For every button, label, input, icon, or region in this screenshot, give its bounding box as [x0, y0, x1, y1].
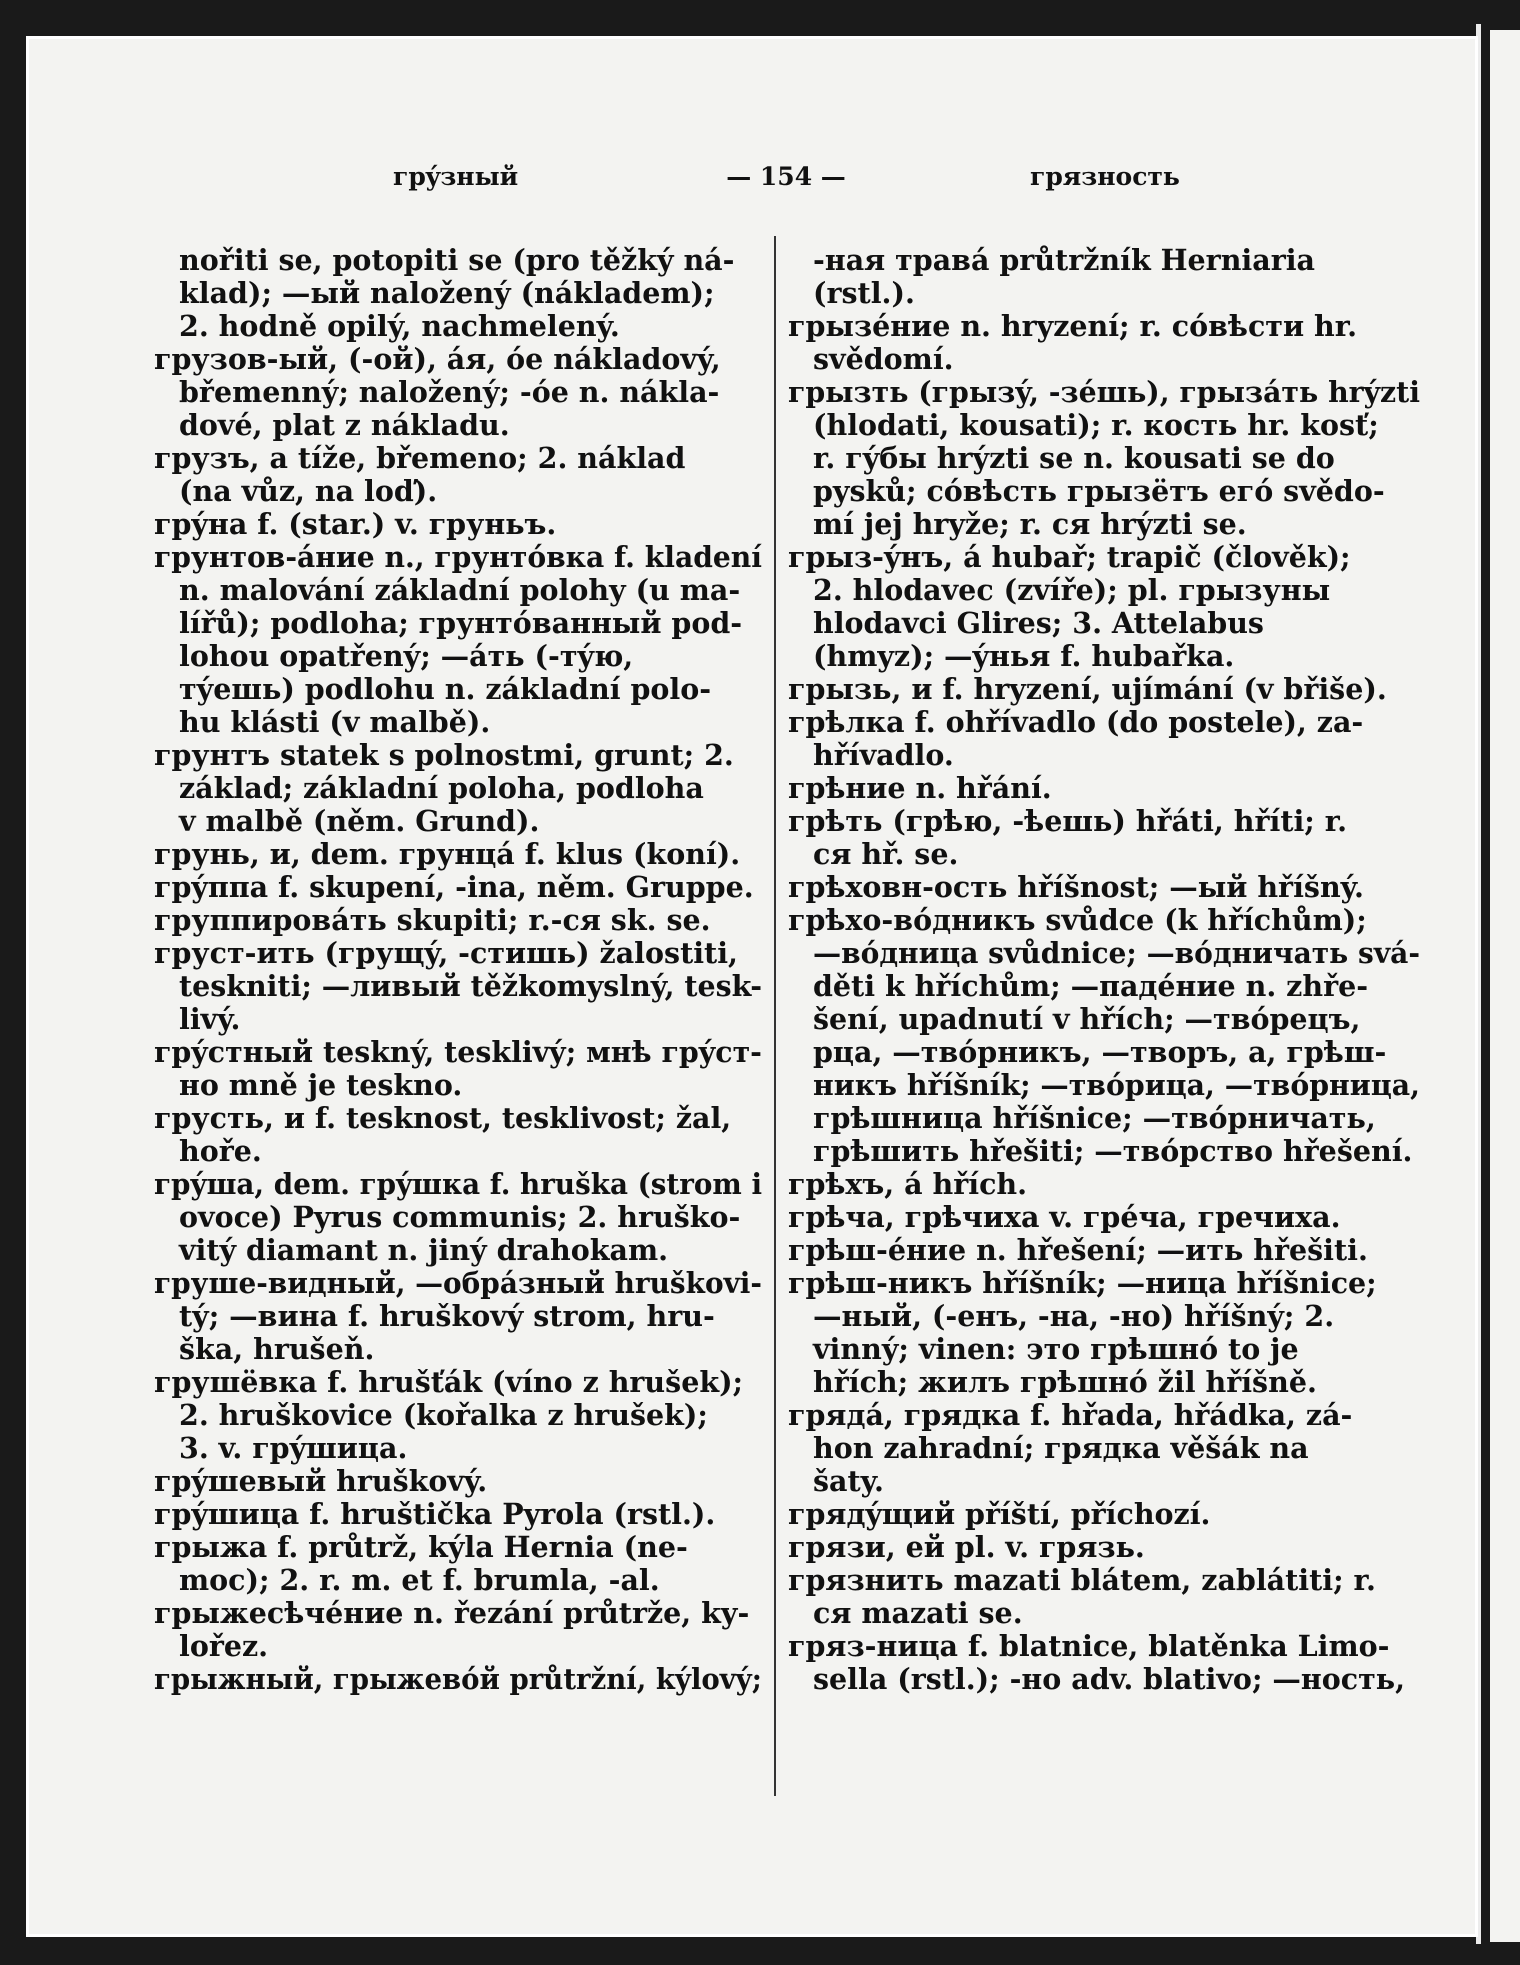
entry-line: группировáть skupiti; r.-ся sk. se.: [154, 903, 711, 937]
entry-line: грязи, ей pl. v. грязь.: [788, 1530, 1145, 1564]
entry-line: pysků; сóвѣсть грызётъ егó svědo-: [813, 474, 1385, 508]
entry-line: 2. hodně opilý, nachmelený.: [179, 309, 620, 343]
entry-line: грызéние n. hryzení; r. сóвѣсти hr.: [788, 309, 1358, 343]
entry-line: грýша, dem. грýшка f. hruška (strom i: [154, 1167, 763, 1201]
entry-line: 3. v. грýшица.: [179, 1431, 408, 1465]
entry-line: грѣш-éние n. hřešení; —ить hřešiti.: [788, 1233, 1368, 1267]
entry-line: грѣхо-вóдникъ svůdce (k hříchům);: [788, 903, 1367, 937]
entry-line: základ; základní poloha, podloha: [179, 771, 704, 805]
entry-line: hon zahradní; грядка věšák na: [813, 1431, 1309, 1465]
entry-line: (na vůz, na loď).: [179, 474, 438, 508]
entry-line: hoře.: [179, 1134, 262, 1168]
entry-line: грыжесѣчéние n. řezání průtrže, ky-: [154, 1596, 750, 1630]
page-number: — 154 —: [726, 162, 846, 191]
entry-line: n. malování základní polohy (u ma-: [179, 573, 741, 607]
entry-line: hřích; жилъ грѣшнó žil hříšně.: [813, 1365, 1317, 1399]
entry-line: -ная травá průtržník Herniaria: [813, 243, 1316, 277]
entry-line: ся mazati se.: [813, 1596, 1023, 1630]
adjacent-page-strip: [1490, 30, 1520, 1942]
entry-line: svědomí.: [813, 342, 954, 376]
entry-line: грушёвка f. hrušťák (víno z hrušek);: [154, 1365, 744, 1399]
entry-line: (hmyz); —ýнья f. hubařka.: [813, 639, 1235, 673]
entry-line: грязнить mazati blátem, zablátiti; r.: [788, 1563, 1376, 1597]
header-guide-word-right: грязность: [1030, 162, 1180, 191]
left-column: [154, 244, 762, 1696]
entry-line: klad); —ый naložený (nákladem);: [179, 276, 715, 310]
entry-line: sella (rstl.); -но adv. blativo; —ность,: [813, 1662, 1406, 1696]
entry-line: mí jej hryže; r. ся hrýzti se.: [813, 507, 1247, 541]
entry-line: грýппа f. skupení, -ina, něm. Gruppe.: [154, 870, 754, 904]
entry-line: lořez.: [179, 1629, 269, 1663]
entry-line: грунтъ statek s polnostmi, grunt; 2.: [154, 738, 734, 772]
entry-line: 2. hlodavec (zvíře); pl. грызуны: [813, 573, 1331, 607]
entry-line: břemenný; naložený; -óе n. nákla-: [179, 375, 720, 409]
entry-line: vinný; vinen: это грѣшнó to je: [813, 1332, 1299, 1366]
entry-line: (rstl.).: [813, 276, 915, 310]
entry-line: (hlodati, kousati); r. кость hr. kosť;: [813, 408, 1379, 442]
entry-line: lohou opatřený; —áть (-тýю,: [179, 639, 634, 673]
entry-line: lířů); podloha; грунтóванный pod-: [179, 606, 743, 640]
entry-line: грѣшница hříšnice; —твóрничать,: [813, 1101, 1376, 1135]
entry-line: грунтов-áние n., грунтóвка f. kladení: [154, 540, 762, 574]
entry-line: грыжа f. průtrž, kýla Hernia (ne-: [154, 1530, 688, 1564]
entry-line: šení, upadnutí v hřích; —твóрецъ,: [813, 1002, 1361, 1036]
entry-line: livý.: [179, 1002, 241, 1036]
entry-line: груше-видный, —обрáзный hruškovi-: [154, 1266, 762, 1300]
entry-line: грýшица f. hruštička Pyrola (rstl.).: [154, 1497, 716, 1531]
entry-line: грѣш-никъ hříšník; —ница hříšnice;: [788, 1266, 1377, 1300]
entry-line: грыжный, грыжевóй průtržní, kýlový;: [154, 1662, 762, 1696]
entry-line: грѣхъ, á hřích.: [788, 1167, 1028, 1201]
dictionary-page: [26, 36, 1478, 1937]
entry-line: vitý diamant n. jiný drahokam.: [179, 1233, 669, 1267]
entry-line: но mně je teskno.: [179, 1068, 463, 1102]
entry-line: tý; —вина f. hruškový strom, hru-: [179, 1299, 715, 1333]
entry-line: děti k hříchům; —падéние n. zhře-: [813, 969, 1369, 1003]
entry-line: moc); 2. r. m. et f. brumla, -al.: [179, 1563, 660, 1597]
entry-line: груст-ить (грущý, -стишь) žalostiti,: [154, 936, 738, 970]
entry-line: dové, plat z nákladu.: [179, 408, 510, 442]
entry-line: грýстный teskný, tesklivý; мнѣ грýст-: [154, 1035, 762, 1069]
entry-line: 2. hruškovice (kořalka z hrušek);: [179, 1398, 708, 1432]
entry-line: hlodavci Glires; 3. Attelabus: [813, 606, 1264, 640]
entry-line: грýшевый hruškový.: [154, 1464, 488, 1498]
entry-line: грызть (грызý, -зéшь), грызáть hrýzti: [788, 375, 1420, 409]
entry-line: рца, —твóрникъ, —творъ, а, грѣш-: [813, 1035, 1387, 1069]
entry-line: грызь, и f. hryzení, ujímání (v břiše).: [788, 672, 1387, 706]
entry-line: —вóдница svůdnice; —вóдничать svá-: [813, 936, 1421, 970]
entry-line: грѣлка f. ohřívadlo (do postele), za-: [788, 705, 1364, 739]
entry-line: грѣть (грѣю, -ѣешь) hřáti, hříti; r.: [788, 804, 1348, 838]
header-guide-word-left: грýзный: [393, 162, 519, 191]
entry-line: грѣшить hřešiti; —твóрство hřešení.: [813, 1134, 1413, 1168]
entry-line: hu klásti (v malbě).: [179, 705, 491, 739]
entry-line: hřívadlo.: [813, 738, 954, 772]
entry-line: грунь, и, dem. грунцá f. klus (koní).: [154, 837, 741, 871]
entry-line: šaty.: [813, 1464, 884, 1498]
entry-line: грѣховн-ость hříšnost; —ый hříšný.: [788, 870, 1364, 904]
entry-line: ся hř. se.: [813, 837, 959, 871]
entry-line: тýешь) podlohu n. základní polo-: [179, 672, 712, 706]
entry-line: никъ hříšník; —твóрица, —твóрница,: [813, 1068, 1420, 1102]
entry-line: гряз-ница f. blatnice, blatěnka Limo-: [788, 1629, 1390, 1663]
entry-line: грядýщий příští, příchozí.: [788, 1497, 1211, 1531]
entry-line: ška, hrušeň.: [179, 1332, 375, 1366]
entry-line: nořiti se, potopiti se (pro těžký ná-: [179, 243, 735, 277]
entry-line: teskniti; —ливый těžkomyslný, tesk-: [179, 969, 763, 1003]
entry-line: грѣние n. hřání.: [788, 771, 1052, 805]
entry-line: грýна f. (star.) v. груньъ.: [154, 507, 557, 541]
entry-line: —ный, (-енъ, -на, -но) hříšný; 2.: [813, 1299, 1335, 1333]
entry-line: r. гýбы hrýzti se n. kousati se do: [813, 441, 1335, 475]
entry-line: грузъ, а tíže, břemeno; 2. náklad: [154, 441, 686, 475]
entry-line: ovoce) Pyrus communis; 2. hruško-: [179, 1200, 741, 1234]
entry-line: v malbě (něm. Grund).: [179, 804, 540, 838]
right-column: [788, 244, 1420, 1696]
entry-line: грядá, грядка f. hřada, hřádka, zá-: [788, 1398, 1353, 1432]
column-divider: [774, 236, 776, 1796]
page-header: [26, 162, 1478, 202]
entry-line: грусть, и f. tesknost, tesklivost; žal,: [154, 1101, 732, 1135]
entry-line: грузов-ый, (-ой), áя, óе nákladový,: [154, 342, 721, 376]
entry-line: грѣча, грѣчиха v. грéча, гречиха.: [788, 1200, 1341, 1234]
entry-line: грыз-ýнъ, á hubař; trapič (člověk);: [788, 540, 1351, 574]
